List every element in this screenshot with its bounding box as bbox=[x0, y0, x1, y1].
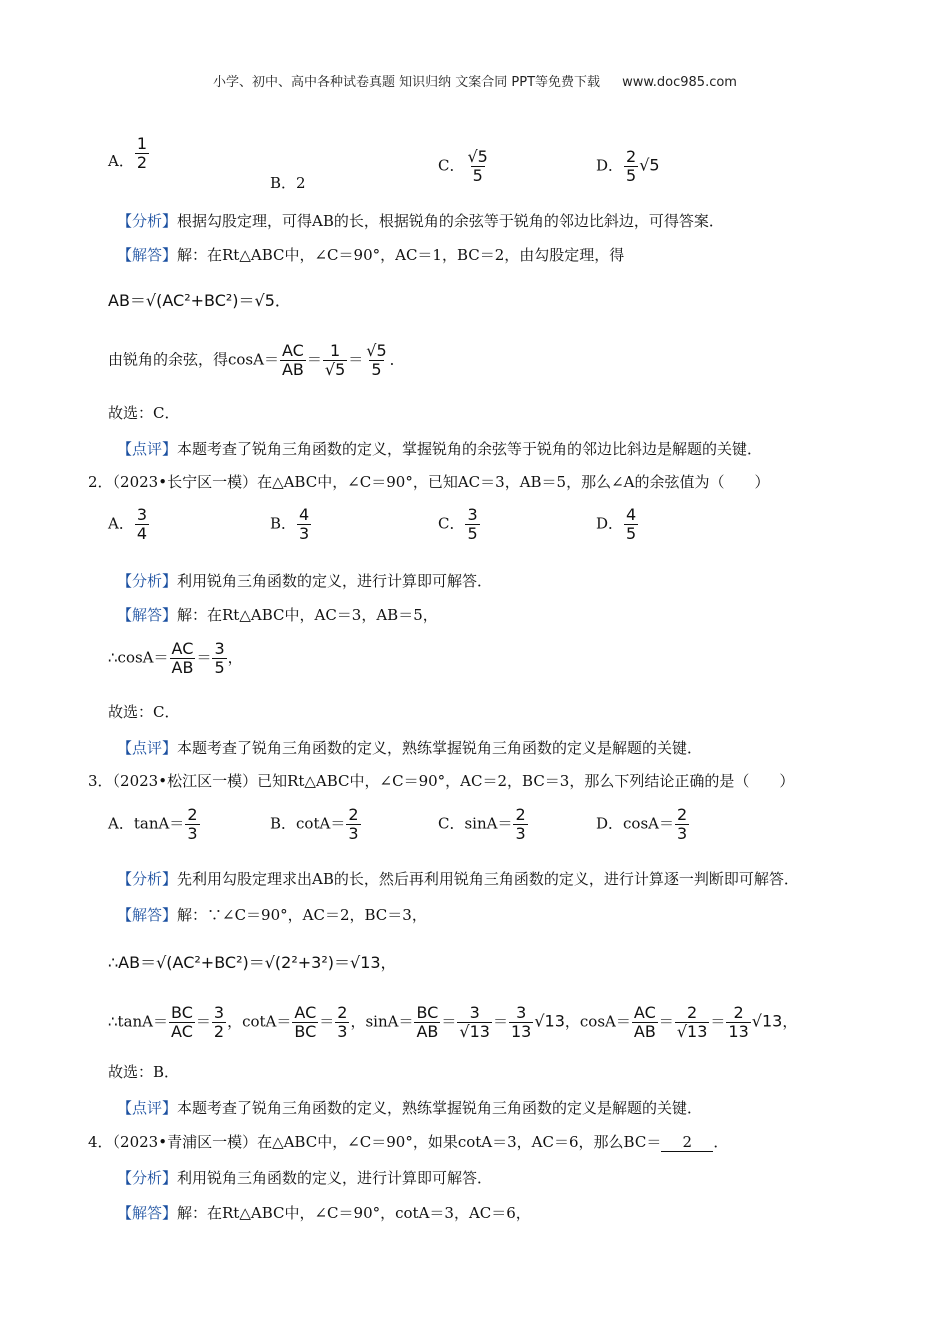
q4-answer-blank: 2 bbox=[661, 1133, 713, 1152]
q1-answer: 【解答】解：在Rt△ABC中，∠C＝90°，AC＝1，BC＝2，由勾股定理，得 bbox=[117, 246, 625, 264]
q2-stem: 2．（2023•长宁区一模）在△ABC中，∠C＝90°，已知AC＝3，AB＝5，那么∠A的余弦值为（ ） bbox=[88, 473, 770, 491]
page-header bbox=[0, 71, 950, 90]
q3-ab-line: ∴AB＝√(AC²+BC²)＝√(2²+3²)＝√13， bbox=[108, 953, 397, 972]
q2-cos-line: ∴cosA＝ $\frac{AC}{AB}$ ＝ $\frac{3}{5}$ ， bbox=[108, 639, 243, 677]
q3-trig-line: ∴tanA＝ $\frac{BC}{AC}$ ＝ $\frac{3}{2}$ ，cotA＝ $\frac{AC}{BC}$ ＝ $\frac{2}{3}$ ，sinA＝ $\frac{BC}{AB}$ ＝ $\frac{3}{√13}$ ＝ $\frac{3}{13}$ √13，cosA＝ $\frac{AC}{AB}$ ＝ $\frac{2}{√13}$ ＝ $\frac{2}{13}$ √13， bbox=[108, 1003, 798, 1041]
q2-option-b: B． $\frac{4}{3}$ bbox=[270, 505, 310, 543]
q3-stem: 3．（2023•松江区一模）已知Rt△ABC中，∠C＝90°，AC＝2，BC＝3，那么下列结论正确的是（ ） bbox=[88, 772, 795, 790]
q1-comment: 【点评】本题考查了锐角三角函数的定义，掌握锐角的余弦等于锐角的邻边比斜边是解题的关键． bbox=[117, 440, 763, 458]
q1-option-d: D． $\frac{2}{5}$ √5 bbox=[596, 147, 660, 185]
q4-stem: 4．（2023•青浦区一模）在△ABC中，∠C＝90°，如果cotA＝3，AC＝6，那么BC＝ 2 ． bbox=[88, 1133, 729, 1151]
q1-ab-line: AB＝√(AC²+BC²)＝√5． bbox=[108, 291, 291, 310]
q2-comment: 【点评】本题考查了锐角三角函数的定义，熟练掌握锐角三角函数的定义是解题的关键． bbox=[117, 739, 703, 757]
q4-analysis: 【分析】利用锐角三角函数的定义，进行计算即可解答． bbox=[117, 1169, 493, 1187]
q1-option-a: A． $\frac{1}{2}$ bbox=[108, 133, 148, 172]
q3-choice: 故选：B． bbox=[108, 1063, 180, 1081]
q2-option-c: C． $\frac{3}{5}$ bbox=[438, 505, 478, 543]
q1-cos-line: 由锐角的余弦，得cosA＝ $\frac{AC}{AB}$ ＝ $\frac{1}{√5}$ ＝ $\frac{√5}{5}$ ． bbox=[108, 341, 405, 379]
q2-analysis: 【分析】利用锐角三角函数的定义，进行计算即可解答． bbox=[117, 572, 493, 590]
q1-option-c: C． $\frac{√5}{5}$ bbox=[438, 147, 488, 185]
q1-option-b: B．2 bbox=[270, 174, 306, 192]
q3-option-a: A．tanA＝ $\frac{2}{3}$ bbox=[108, 805, 198, 843]
q2-answer: 【解答】解：在Rt△ABC中，AC＝3，AB＝5， bbox=[117, 606, 438, 624]
q3-option-c: C．sinA＝ $\frac{2}{3}$ bbox=[438, 805, 526, 843]
header-url: www.doc985.com bbox=[622, 75, 737, 90]
q2-choice: 故选：C． bbox=[108, 703, 180, 721]
header-text: 小学、初中、高中各种试卷真题 知识归纳 文案合同 PPT等免费下载 bbox=[213, 75, 601, 90]
q2-option-d: D． $\frac{4}{5}$ bbox=[596, 505, 637, 543]
q1-analysis: 【分析】根据勾股定理，可得AB的长，根据锐角的余弦等于锐角的邻边比斜边，可得答案． bbox=[117, 212, 724, 230]
q1-choice: 故选：C． bbox=[108, 404, 180, 422]
q3-option-d: D．cosA＝ $\frac{2}{3}$ bbox=[596, 805, 688, 843]
q3-answer: 【解答】解：∵∠C＝90°，AC＝2，BC＝3， bbox=[117, 906, 427, 924]
q3-option-b: B．cotA＝ $\frac{2}{3}$ bbox=[270, 805, 359, 843]
q4-answer: 【解答】解：在Rt△ABC中，∠C＝90°，cotA＝3，AC＝6， bbox=[117, 1204, 531, 1222]
q2-option-a: A． $\frac{3}{4}$ bbox=[108, 505, 148, 543]
q3-analysis: 【分析】先利用勾股定理求出AB的长，然后再利用锐角三角函数的定义，进行计算逐一判断即可解答． bbox=[117, 870, 799, 888]
q3-comment: 【点评】本题考查了锐角三角函数的定义，熟练掌握锐角三角函数的定义是解题的关键． bbox=[117, 1099, 703, 1117]
